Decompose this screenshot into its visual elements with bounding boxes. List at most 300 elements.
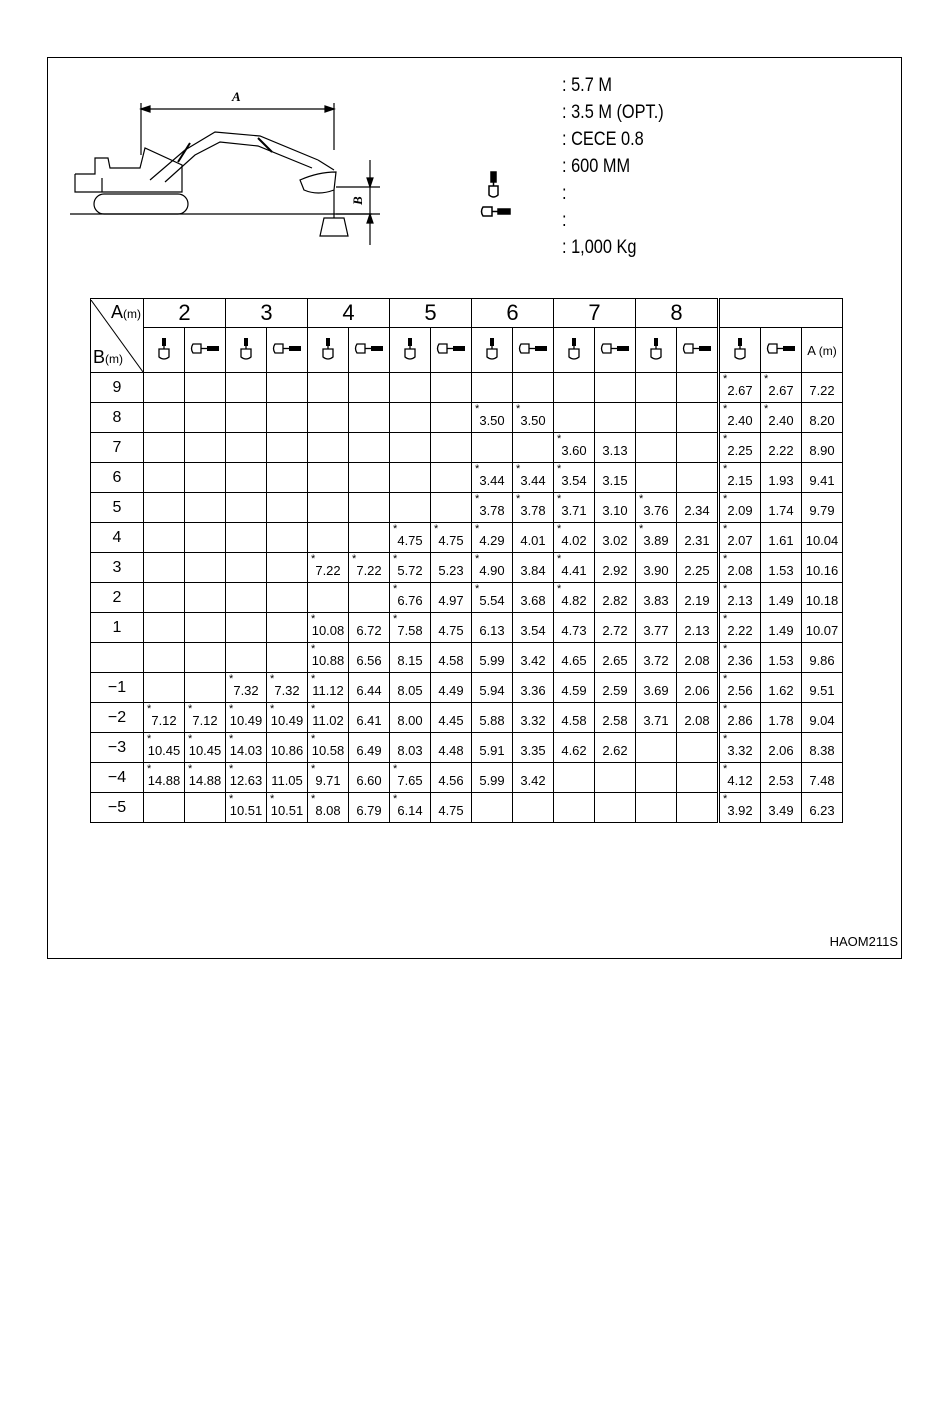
capacity-value: 6.14	[397, 803, 423, 818]
capacity-value: 7.58	[397, 623, 423, 638]
capacity-value: 6.49	[356, 743, 382, 758]
table-row	[91, 433, 843, 463]
capacity-cell	[802, 793, 843, 823]
capacity-value: 2.72	[602, 623, 628, 638]
capacity-value: 3.44	[520, 473, 546, 488]
capacity-cell	[349, 553, 390, 583]
capacity-cell	[226, 583, 267, 613]
capacity-cell	[802, 583, 843, 613]
capacity-cell	[719, 733, 761, 763]
rated-star: *	[311, 673, 316, 685]
dim-b-label: B	[350, 196, 365, 205]
capacity-cell	[677, 403, 719, 433]
reach-header: 7	[554, 299, 636, 328]
capacity-value: 3.78	[479, 503, 505, 518]
rated-star: *	[557, 493, 562, 505]
rated-star: *	[723, 373, 728, 385]
capacity-value: 10.04	[805, 533, 839, 548]
capacity-value: 7.22	[809, 383, 835, 398]
spec-bucket: : CECE 0.8	[562, 129, 644, 150]
load-height	[91, 643, 144, 673]
capacity-cell	[308, 433, 349, 463]
rated-star: *	[229, 703, 234, 715]
table-row	[91, 613, 843, 643]
capacity-cell	[677, 553, 719, 583]
capacity-cell	[472, 703, 513, 733]
capacity-cell	[761, 673, 802, 703]
capacity-value: 1.78	[768, 713, 794, 728]
capacity-cell	[144, 463, 185, 493]
capacity-value: 2.86	[727, 713, 753, 728]
reach-header: 3	[226, 299, 308, 328]
capacity-cell	[267, 493, 308, 523]
capacity-cell	[349, 673, 390, 703]
capacity-cell	[719, 793, 761, 823]
capacity-value: 2.25	[727, 443, 753, 458]
side-load-icon	[761, 328, 802, 373]
capacity-cell	[802, 613, 843, 643]
capacity-value: 3.78	[520, 503, 546, 518]
capacity-cell	[390, 763, 431, 793]
reach-header: 2	[144, 299, 226, 328]
capacity-value: 6.23	[809, 803, 835, 818]
rated-star: *	[639, 493, 644, 505]
capacity-cell	[719, 463, 761, 493]
front-load-icon	[472, 328, 513, 373]
capacity-cell	[719, 673, 761, 703]
capacity-cell	[390, 733, 431, 763]
capacity-value: 6.41	[356, 713, 382, 728]
rated-star: *	[723, 583, 728, 595]
rated-star: *	[352, 553, 357, 565]
rated-star: *	[311, 793, 316, 805]
capacity-value: 2.56	[727, 683, 753, 698]
table-row	[91, 703, 843, 733]
capacity-cell	[595, 733, 636, 763]
capacity-cell	[513, 373, 554, 403]
capacity-cell	[431, 673, 472, 703]
capacity-cell	[267, 553, 308, 583]
capacity-cell	[677, 433, 719, 463]
capacity-cell	[802, 763, 843, 793]
front-load-icon	[554, 328, 595, 373]
capacity-cell	[431, 643, 472, 673]
capacity-cell	[595, 433, 636, 463]
capacity-cell	[677, 373, 719, 403]
rated-star: *	[311, 733, 316, 745]
capacity-value: 8.38	[809, 743, 835, 758]
capacity-cell	[472, 373, 513, 403]
rated-star: *	[723, 403, 728, 415]
rated-star: *	[393, 553, 398, 565]
capacity-value: 2.58	[602, 713, 628, 728]
capacity-value: 1.62	[768, 683, 794, 698]
front-load-icon	[390, 328, 431, 373]
rated-star: *	[434, 523, 439, 535]
capacity-cell	[390, 523, 431, 553]
capacity-cell	[636, 703, 677, 733]
capacity-cell	[185, 553, 226, 583]
capacity-cell	[719, 433, 761, 463]
capacity-cell	[761, 463, 802, 493]
capacity-value: 3.83	[643, 593, 669, 608]
capacity-cell	[144, 493, 185, 523]
capacity-value: 2.22	[768, 443, 794, 458]
side-load-icon	[185, 328, 226, 373]
capacity-value: 4.02	[561, 533, 587, 548]
table-row	[91, 553, 843, 583]
rated-star: *	[188, 703, 193, 715]
capacity-value: 3.54	[561, 473, 587, 488]
capacity-value: 1.49	[768, 593, 794, 608]
capacity-cell	[431, 523, 472, 553]
side-load-icon	[595, 328, 636, 373]
capacity-cell	[267, 613, 308, 643]
capacity-cell	[636, 673, 677, 703]
capacity-value: 4.75	[438, 533, 464, 548]
capacity-cell	[472, 403, 513, 433]
capacity-cell	[308, 733, 349, 763]
rated-star: *	[516, 403, 521, 415]
capacity-cell	[308, 463, 349, 493]
capacity-value: 7.48	[809, 773, 835, 788]
capacity-cell	[677, 523, 719, 553]
capacity-cell	[554, 793, 595, 823]
rated-star: *	[393, 763, 398, 775]
capacity-cell	[349, 493, 390, 523]
capacity-value: 1.53	[768, 653, 794, 668]
capacity-cell	[472, 793, 513, 823]
front-load-icon	[719, 328, 761, 373]
capacity-value: 2.59	[602, 683, 628, 698]
rated-star: *	[516, 463, 521, 475]
rated-star: *	[393, 613, 398, 625]
rated-star: *	[393, 523, 398, 535]
load-height: −4	[91, 763, 144, 793]
capacity-cell	[472, 763, 513, 793]
capacity-value: 3.13	[602, 443, 628, 458]
capacity-value: 2.53	[768, 773, 794, 788]
capacity-cell	[636, 613, 677, 643]
capacity-cell	[185, 493, 226, 523]
capacity-value: 2.34	[684, 503, 710, 518]
capacity-cell	[144, 793, 185, 823]
side-load-icon	[513, 328, 554, 373]
capacity-value: 3.84	[520, 563, 546, 578]
rated-star: *	[311, 643, 316, 655]
capacity-value: 5.54	[479, 593, 505, 608]
capacity-cell	[513, 793, 554, 823]
capacity-value: 12.63	[229, 773, 263, 788]
capacity-cell	[308, 373, 349, 403]
capacity-cell	[349, 523, 390, 553]
capacity-value: 11.12	[312, 683, 344, 698]
capacity-value: 5.99	[479, 773, 505, 788]
capacity-value: 8.08	[315, 803, 341, 818]
load-height: 2	[91, 583, 144, 613]
capacity-cell	[761, 373, 802, 403]
rated-star: *	[557, 553, 562, 565]
capacity-cell	[595, 553, 636, 583]
capacity-cell	[144, 643, 185, 673]
front-load-icon	[489, 172, 498, 197]
capacity-cell	[554, 583, 595, 613]
capacity-cell	[431, 433, 472, 463]
capacity-value: 3.44	[479, 473, 505, 488]
capacity-cell	[719, 613, 761, 643]
capacity-value: 3.10	[602, 503, 628, 518]
capacity-cell	[267, 433, 308, 463]
capacity-cell	[513, 733, 554, 763]
capacity-cell	[761, 613, 802, 643]
capacity-cell	[185, 643, 226, 673]
capacity-cell	[349, 463, 390, 493]
capacity-cell	[513, 583, 554, 613]
spec-shoe-width: : 600 MM	[562, 156, 631, 177]
capacity-cell	[677, 643, 719, 673]
capacity-cell	[308, 793, 349, 823]
capacity-cell	[308, 583, 349, 613]
capacity-cell	[431, 763, 472, 793]
capacity-cell	[308, 643, 349, 673]
table-row	[91, 583, 843, 613]
capacity-value: 10.58	[311, 743, 345, 758]
capacity-cell	[554, 733, 595, 763]
capacity-value: 10.18	[805, 593, 839, 608]
capacity-cell	[761, 433, 802, 463]
capacity-cell	[431, 553, 472, 583]
capacity-value: 5.72	[397, 563, 423, 578]
capacity-value: 10.16	[805, 563, 839, 578]
rated-star: *	[229, 673, 234, 685]
capacity-cell	[595, 583, 636, 613]
capacity-cell	[226, 763, 267, 793]
spec-boom-length: : 5.7 M	[562, 75, 612, 96]
reach-header: 6	[472, 299, 554, 328]
capacity-cell	[267, 763, 308, 793]
capacity-value: 4.12	[727, 773, 753, 788]
capacity-value: 4.49	[438, 683, 464, 698]
rated-star: *	[311, 553, 316, 565]
rated-star: *	[723, 553, 728, 565]
capacity-cell	[513, 523, 554, 553]
capacity-value: 8.05	[397, 683, 423, 698]
capacity-cell	[267, 793, 308, 823]
capacity-value: 8.00	[397, 713, 423, 728]
capacity-cell	[636, 733, 677, 763]
capacity-cell	[636, 463, 677, 493]
capacity-cell	[185, 763, 226, 793]
capacity-cell	[226, 373, 267, 403]
capacity-value: 4.82	[561, 593, 587, 608]
capacity-cell	[431, 583, 472, 613]
reach-header: 5	[390, 299, 472, 328]
capacity-value: 4.58	[438, 653, 464, 668]
capacity-cell	[802, 433, 843, 463]
capacity-cell	[267, 733, 308, 763]
capacity-cell	[390, 703, 431, 733]
capacity-value: 2.82	[602, 593, 628, 608]
capacity-value: 5.94	[479, 683, 505, 698]
capacity-cell	[554, 463, 595, 493]
capacity-value: 2.08	[684, 713, 710, 728]
capacity-cell	[595, 403, 636, 433]
capacity-cell	[513, 493, 554, 523]
capacity-cell	[802, 703, 843, 733]
capacity-cell	[185, 703, 226, 733]
capacity-cell	[185, 403, 226, 433]
capacity-cell	[513, 403, 554, 433]
table-row	[91, 493, 843, 523]
capacity-cell	[554, 433, 595, 463]
capacity-value: 9.04	[809, 713, 835, 728]
capacity-value: 3.49	[768, 803, 794, 818]
capacity-value: 4.62	[561, 743, 587, 758]
capacity-value: 2.15	[727, 473, 753, 488]
capacity-cell	[390, 493, 431, 523]
capacity-cell	[554, 703, 595, 733]
capacity-cell	[554, 643, 595, 673]
capacity-cell	[802, 373, 843, 403]
capacity-cell	[719, 763, 761, 793]
capacity-value: 3.76	[643, 503, 669, 518]
capacity-value: 10.51	[270, 803, 304, 818]
capacity-value: 10.07	[805, 623, 839, 638]
table-row	[91, 793, 843, 823]
front-load-icon	[144, 328, 185, 373]
table-row	[91, 523, 843, 553]
rated-star: *	[723, 673, 728, 685]
capacity-value: 1.49	[768, 623, 794, 638]
capacity-cell	[431, 793, 472, 823]
rated-star: *	[764, 373, 769, 385]
capacity-cell	[185, 793, 226, 823]
capacity-cell	[802, 733, 843, 763]
capacity-cell	[636, 493, 677, 523]
capacity-cell	[390, 793, 431, 823]
rated-star: *	[723, 793, 728, 805]
capacity-cell	[554, 613, 595, 643]
legend-icons	[480, 170, 520, 230]
rated-star: *	[557, 583, 562, 595]
capacity-cell	[677, 793, 719, 823]
load-height: 8	[91, 403, 144, 433]
capacity-cell	[636, 583, 677, 613]
capacity-cell	[636, 523, 677, 553]
rated-star: *	[188, 733, 193, 745]
capacity-value: 9.86	[809, 653, 835, 668]
capacity-cell	[431, 403, 472, 433]
capacity-cell	[267, 703, 308, 733]
capacity-value: 10.51	[229, 803, 263, 818]
capacity-value: 8.20	[809, 413, 835, 428]
rated-star: *	[229, 733, 234, 745]
load-height: 9	[91, 373, 144, 403]
side-load-icon	[677, 328, 719, 373]
table-row	[91, 463, 843, 493]
capacity-cell	[308, 673, 349, 703]
capacity-value: 11.05	[271, 773, 303, 788]
capacity-value: 2.36	[727, 653, 753, 668]
table-row	[91, 673, 843, 703]
capacity-cell	[719, 643, 761, 673]
table-row	[91, 733, 843, 763]
capacity-value: 1.53	[768, 563, 794, 578]
capacity-cell	[185, 583, 226, 613]
capacity-cell	[349, 763, 390, 793]
capacity-value: 10.86	[270, 743, 304, 758]
capacity-cell	[185, 733, 226, 763]
capacity-value: 7.12	[192, 713, 218, 728]
capacity-cell	[636, 763, 677, 793]
capacity-cell	[719, 373, 761, 403]
capacity-cell	[267, 463, 308, 493]
capacity-cell	[595, 673, 636, 703]
capacity-cell	[595, 463, 636, 493]
capacity-cell	[472, 733, 513, 763]
capacity-cell	[390, 613, 431, 643]
capacity-value: 3.69	[643, 683, 669, 698]
capacity-value: 3.50	[479, 413, 505, 428]
capacity-value: 6.79	[356, 803, 382, 818]
capacity-cell	[677, 673, 719, 703]
capacity-value: 3.35	[520, 743, 546, 758]
capacity-cell	[472, 523, 513, 553]
capacity-value: 2.08	[727, 563, 753, 578]
capacity-value: 4.58	[561, 713, 587, 728]
capacity-cell	[308, 763, 349, 793]
capacity-cell	[761, 703, 802, 733]
capacity-value: 1.61	[768, 533, 794, 548]
capacity-cell	[308, 523, 349, 553]
rated-star: *	[270, 673, 275, 685]
capacity-cell	[185, 433, 226, 463]
capacity-value: 3.60	[561, 443, 587, 458]
capacity-cell	[431, 373, 472, 403]
capacity-cell	[472, 493, 513, 523]
capacity-cell	[595, 763, 636, 793]
rated-star: *	[639, 523, 644, 535]
capacity-cell	[431, 613, 472, 643]
capacity-value: 2.65	[602, 653, 628, 668]
capacity-cell	[226, 553, 267, 583]
capacity-value: 14.88	[188, 773, 222, 788]
capacity-cell	[226, 733, 267, 763]
rated-star: *	[270, 793, 275, 805]
rated-star: *	[311, 613, 316, 625]
capacity-value: 11.02	[312, 713, 344, 728]
capacity-value: 6.72	[356, 623, 382, 638]
capacity-value: 7.22	[356, 563, 382, 578]
capacity-cell	[390, 673, 431, 703]
capacity-cell	[144, 673, 185, 703]
rated-star: *	[723, 643, 728, 655]
capacity-cell	[144, 553, 185, 583]
capacity-value: 6.60	[356, 773, 382, 788]
capacity-cell	[390, 373, 431, 403]
capacity-cell	[761, 643, 802, 673]
capacity-cell	[761, 553, 802, 583]
capacity-cell	[226, 523, 267, 553]
capacity-cell	[144, 433, 185, 463]
capacity-value: 9.71	[315, 773, 341, 788]
max-reach-header	[719, 299, 843, 328]
spec-arm-length: : 3.5 M (OPT.)	[562, 102, 664, 123]
capacity-value: 10.49	[270, 713, 304, 728]
corner-a-label: A(m)	[110, 301, 141, 322]
capacity-cell	[719, 403, 761, 433]
capacity-value: 14.88	[147, 773, 181, 788]
